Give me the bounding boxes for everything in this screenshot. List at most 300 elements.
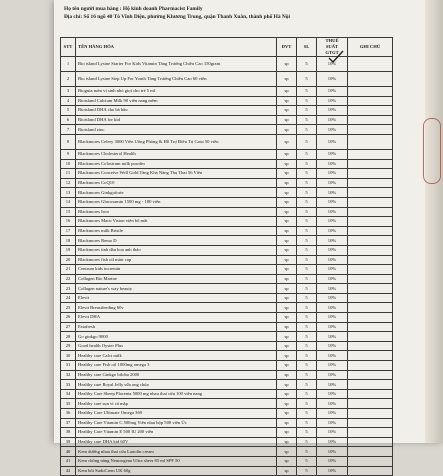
row-qty: 5 [297, 226, 317, 236]
table-row [61, 87, 393, 97]
table-body [61, 57, 393, 476]
row-unit: sp [277, 87, 297, 97]
row-note [348, 437, 393, 447]
row-name: Blackmores Iron [76, 207, 277, 217]
row-name: Bioisland DHA cho bà bầu [76, 106, 277, 116]
row-qty: 5 [297, 293, 317, 303]
row-name: Blackmores Glucosamin 1500 mg - 180 viên [76, 197, 277, 207]
table-row [61, 351, 393, 361]
row-name: Blackmores Cholesterol Health [76, 149, 277, 159]
row-name: Bio island Lysine Step Up For Youth Tăng Trưởng Chiều Cao 60 viên [76, 72, 277, 87]
row-name: Go ginkgo 9000 [76, 332, 277, 342]
row-vat: 10% [317, 207, 348, 217]
row-qty: 5 [297, 96, 317, 106]
invoice-header [64, 5, 424, 21]
row-stt: 18 [61, 236, 76, 246]
table-row [61, 361, 393, 371]
table-row [61, 236, 393, 246]
checkmark-icon [328, 50, 344, 64]
row-unit: sp [277, 96, 297, 106]
row-qty: 5 [297, 236, 317, 246]
row-unit: sp [277, 197, 297, 207]
row-name: Healthy care sụn vi cá mập [76, 399, 277, 409]
table-row [61, 149, 393, 159]
table-row [61, 380, 393, 390]
row-note [348, 274, 393, 284]
header-qty: SL [297, 38, 317, 57]
row-stt: 13 [61, 188, 76, 198]
row-stt: 2 [61, 72, 76, 87]
header-note: GHI CHÚ [348, 38, 393, 57]
row-stt: 20 [61, 255, 76, 265]
row-note [348, 106, 393, 116]
row-note [348, 456, 393, 466]
row-unit: sp [277, 361, 297, 371]
row-qty: 5 [297, 418, 317, 428]
header-name: TÊN HÀNG HÓA [76, 38, 277, 57]
row-note [348, 447, 393, 457]
row-qty: 5 [297, 255, 317, 265]
row-unit: sp [277, 236, 297, 246]
row-note [348, 332, 393, 342]
table-row [61, 188, 393, 198]
row-unit: sp [277, 284, 297, 294]
table-row [61, 389, 393, 399]
table-row [61, 322, 393, 332]
table-row [61, 428, 393, 438]
table-row [61, 399, 393, 409]
row-stt: 41 [61, 456, 76, 466]
row-stt: 6 [61, 115, 76, 125]
row-unit: sp [277, 245, 297, 255]
row-vat: 10% [317, 303, 348, 313]
row-note [348, 303, 393, 313]
row-vat: 10% [317, 159, 348, 169]
row-qty: 5 [297, 274, 317, 284]
row-note [348, 72, 393, 87]
row-note [348, 418, 393, 428]
row-note [348, 57, 393, 72]
row-qty: 5 [297, 87, 317, 97]
table-row [61, 418, 393, 428]
row-vat: 10% [317, 255, 348, 265]
row-name: Bio island Lysine Starter For Kids Vitamin Tăng Trưởng Chiều Cao 150gram [76, 57, 277, 72]
row-qty: 5 [297, 265, 317, 275]
row-unit: sp [277, 134, 297, 149]
row-vat: 10% [317, 447, 348, 457]
row-note [348, 313, 393, 323]
row-stt: 11 [61, 169, 76, 179]
row-stt: 19 [61, 245, 76, 255]
row-name: Healthy Care Sheep Placenta 5000 mg nhau thai cừu 100 viên nang [76, 389, 277, 399]
row-unit: sp [277, 169, 297, 179]
header-vat: THUẾ SUẤT GTGT [317, 38, 348, 57]
row-stt: 40 [61, 447, 76, 457]
row-name: Healthy Care Vitamin E 500 IU 200 viên [76, 428, 277, 438]
row-name: Blackmores Remo D [76, 236, 277, 246]
row-qty: 5 [297, 313, 317, 323]
row-unit: sp [277, 178, 297, 188]
row-vat: 10% [317, 370, 348, 380]
row-name: Blackmores Ginkgoforte [76, 188, 277, 198]
row-name: Good health Oyster Plus [76, 341, 277, 351]
table-row [61, 207, 393, 217]
table-row [61, 106, 393, 116]
row-stt: 38 [61, 428, 76, 438]
row-qty: 5 [297, 303, 317, 313]
row-vat: 10% [317, 188, 348, 198]
row-qty: 5 [297, 169, 317, 179]
row-vat: 10% [317, 293, 348, 303]
row-qty: 5 [297, 456, 317, 466]
row-unit: sp [277, 370, 297, 380]
row-note [348, 149, 393, 159]
row-vat: 10% [317, 456, 348, 466]
row-vat: 10% [317, 341, 348, 351]
row-unit: sp [277, 303, 297, 313]
row-note [348, 178, 393, 188]
row-unit: sp [277, 418, 297, 428]
row-unit: sp [277, 351, 297, 361]
header-stt: STT [61, 38, 76, 57]
row-vat: 10% [317, 217, 348, 227]
row-qty: 5 [297, 72, 317, 87]
row-note [348, 125, 393, 135]
product-table [60, 37, 393, 476]
row-unit: sp [277, 389, 297, 399]
row-note [348, 226, 393, 236]
table-row [61, 284, 393, 294]
table-row [61, 466, 393, 476]
row-vat: 10% [317, 87, 348, 97]
row-qty: 5 [297, 447, 317, 457]
row-stt: 34 [61, 389, 76, 399]
row-vat: 10% [317, 284, 348, 294]
row-name: Healthy care Royal Jelly sữa ong chúa [76, 380, 277, 390]
row-vat: 10% [317, 236, 348, 246]
row-qty: 5 [297, 159, 317, 169]
row-qty: 5 [297, 389, 317, 399]
row-vat: 10% [317, 313, 348, 323]
row-qty: 5 [297, 149, 317, 159]
row-vat: 10% [317, 437, 348, 447]
row-unit: sp [277, 313, 297, 323]
row-name: Elevit Breastfeeding 60v [76, 303, 277, 313]
row-stt: 7 [61, 125, 76, 135]
table-row [61, 125, 393, 135]
row-name: Healthy Care Ultimate Omega 369 [76, 409, 277, 419]
row-vat: 10% [317, 351, 348, 361]
row-qty: 5 [297, 245, 317, 255]
table-row [61, 332, 393, 342]
row-vat: 10% [317, 149, 348, 159]
table-row [61, 134, 393, 149]
row-stt: 25 [61, 303, 76, 313]
row-stt: 17 [61, 226, 76, 236]
row-stt: 39 [61, 437, 76, 447]
table-row [61, 447, 393, 457]
row-unit: sp [277, 322, 297, 332]
row-qty: 5 [297, 197, 317, 207]
table-row [61, 245, 393, 255]
table-row [61, 303, 393, 313]
row-unit: sp [277, 437, 297, 447]
row-stt: 3 [61, 87, 76, 97]
row-stt: 29 [61, 341, 76, 351]
row-vat: 10% [317, 380, 348, 390]
row-name: Blackmores CoQ10 [76, 178, 277, 188]
row-name: Blackmores Macu Vision viên bổ mắt [76, 217, 277, 227]
row-name: Fatafresh [76, 322, 277, 332]
row-vat: 10% [317, 226, 348, 236]
row-note [348, 428, 393, 438]
row-qty: 5 [297, 428, 317, 438]
table-row [61, 456, 393, 466]
row-vat: 10% [317, 197, 348, 207]
row-name: Blackmores Colostrum milk powder [76, 159, 277, 169]
table-row [61, 293, 393, 303]
row-stt: 33 [61, 380, 76, 390]
row-vat: 10% [317, 72, 348, 87]
row-qty: 5 [297, 284, 317, 294]
row-qty: 5 [297, 125, 317, 135]
row-name: Collagen nature's way beauty [76, 284, 277, 294]
row-vat: 10% [317, 332, 348, 342]
row-name: Bioisland zinc [76, 125, 277, 135]
address-line: Địa chỉ: Số 16 ngõ 40 Tô Vĩnh Diện, phường Khương Trung, quận Thanh Xuân, thành phố Hà Nội [64, 14, 291, 20]
row-name: Kem chống nắng Neutrogena Ultra sheer 85 ml SPF 50 [76, 456, 277, 466]
row-stt: 37 [61, 418, 76, 428]
buyer-name-line: Họ tên người mua hàng : Hộ kinh doanh Pharmacist Family [64, 6, 203, 12]
row-qty: 5 [297, 57, 317, 72]
row-note [348, 293, 393, 303]
row-vat: 10% [317, 115, 348, 125]
row-note [348, 389, 393, 399]
row-note [348, 169, 393, 179]
row-name: Centrum kids incremin [76, 265, 277, 275]
row-note [348, 370, 393, 380]
row-unit: sp [277, 466, 297, 476]
row-vat: 10% [317, 134, 348, 149]
row-vat: 10% [317, 409, 348, 419]
row-note [348, 322, 393, 332]
row-unit: sp [277, 399, 297, 409]
table-row [61, 341, 393, 351]
row-stt: 36 [61, 409, 76, 419]
row-name: Blackmores Celery 3000 Viên Uống Phòng & Hỗ Trợ Điều Trị Gout 50 viên [76, 134, 277, 149]
row-stt: 5 [61, 106, 76, 116]
row-name: Blackmores Conceive Well Gold Tăng Khả Năng Thụ Thai 56 Viên [76, 169, 277, 179]
row-vat: 10% [317, 265, 348, 275]
table-row [61, 226, 393, 236]
header-unit: ĐVT [277, 38, 297, 57]
table-row [61, 217, 393, 227]
red-stamp [423, 118, 441, 184]
row-qty: 5 [297, 409, 317, 419]
row-name: Kem dưỡng nhau thai cừu Lanolin cream [76, 447, 277, 457]
row-qty: 5 [297, 178, 317, 188]
row-stt: 14 [61, 197, 76, 207]
row-name: Elevit [76, 293, 277, 303]
row-stt: 24 [61, 293, 76, 303]
row-stt: 22 [61, 274, 76, 284]
table-row [61, 169, 393, 179]
row-stt: 8 [61, 134, 76, 149]
table-row [61, 255, 393, 265]
row-vat: 10% [317, 245, 348, 255]
row-vat: 10% [317, 361, 348, 371]
row-unit: sp [277, 188, 297, 198]
row-unit: sp [277, 428, 297, 438]
row-qty: 5 [297, 370, 317, 380]
row-name: Blackmores milk Bristle [76, 226, 277, 236]
row-unit: sp [277, 265, 297, 275]
row-name: Healthy Care Vitamin C 500mg Viên nhai hộp 500 viên Úc [76, 418, 277, 428]
row-note [348, 466, 393, 476]
invoice-paper [54, 0, 443, 473]
row-vat: 10% [317, 57, 348, 72]
row-qty: 5 [297, 437, 317, 447]
row-qty: 5 [297, 106, 317, 116]
row-vat: 10% [317, 274, 348, 284]
row-unit: sp [277, 226, 297, 236]
row-qty: 5 [297, 188, 317, 198]
row-unit: sp [277, 125, 297, 135]
row-qty: 5 [297, 466, 317, 476]
row-vat: 10% [317, 399, 348, 409]
row-note [348, 380, 393, 390]
row-name: Healthy care Calci milk [76, 351, 277, 361]
row-stt: 21 [61, 265, 76, 275]
row-note [348, 197, 393, 207]
row-name: Blackmores tinh dầu hoa anh thảo [76, 245, 277, 255]
row-qty: 5 [297, 207, 317, 217]
row-note [348, 265, 393, 275]
row-qty: 5 [297, 332, 317, 342]
table-row [61, 265, 393, 275]
table-row [61, 96, 393, 106]
row-name: Kem bôi SudoCrem UK 60g [76, 466, 277, 476]
table-row [61, 313, 393, 323]
row-qty: 5 [297, 361, 317, 371]
row-stt: 12 [61, 178, 76, 188]
row-vat: 10% [317, 389, 348, 399]
table-row [61, 159, 393, 169]
row-name: Collagen Bio Marine [76, 274, 277, 284]
row-unit: sp [277, 159, 297, 169]
row-qty: 5 [297, 351, 317, 361]
row-note [348, 255, 393, 265]
row-name: Blackmores fish oil mini cap [76, 255, 277, 265]
paper-edge [425, 0, 443, 443]
row-unit: sp [277, 115, 297, 125]
table-row [61, 370, 393, 380]
row-vat: 10% [317, 418, 348, 428]
row-stt: 15 [61, 207, 76, 217]
row-vat: 10% [317, 106, 348, 116]
row-unit: sp [277, 332, 297, 342]
row-name: Bioisland DHA for kid [76, 115, 277, 125]
row-qty: 5 [297, 134, 317, 149]
row-note [348, 236, 393, 246]
row-vat: 10% [317, 466, 348, 476]
row-vat: 10% [317, 96, 348, 106]
row-stt: 30 [61, 351, 76, 361]
row-name: Healthy care DHA kid 60V [76, 437, 277, 447]
row-stt: 9 [61, 149, 76, 159]
table-row [61, 115, 393, 125]
row-vat: 10% [317, 125, 348, 135]
row-vat: 10% [317, 428, 348, 438]
row-unit: sp [277, 409, 297, 419]
row-note [348, 341, 393, 351]
row-note [348, 409, 393, 419]
row-note [348, 96, 393, 106]
row-note [348, 245, 393, 255]
row-unit: sp [277, 456, 297, 466]
row-stt: 1 [61, 57, 76, 72]
table-row [61, 409, 393, 419]
row-stt: 31 [61, 361, 76, 371]
table-row [61, 72, 393, 87]
row-qty: 5 [297, 217, 317, 227]
row-unit: sp [277, 217, 297, 227]
row-stt: 35 [61, 399, 76, 409]
row-name: Healthy care Ginkgo biloba 2000 [76, 370, 277, 380]
row-stt: 16 [61, 217, 76, 227]
row-note [348, 284, 393, 294]
table-row [61, 437, 393, 447]
row-note [348, 351, 393, 361]
row-qty: 5 [297, 322, 317, 332]
row-note [348, 134, 393, 149]
row-name: Bioisland Calcium Milk 90 viên nang mềm [76, 96, 277, 106]
row-unit: sp [277, 149, 297, 159]
row-vat: 10% [317, 178, 348, 188]
row-note [348, 207, 393, 217]
table-row [61, 274, 393, 284]
row-stt: 26 [61, 313, 76, 323]
row-unit: sp [277, 207, 297, 217]
row-note [348, 217, 393, 227]
row-stt: 27 [61, 322, 76, 332]
row-unit: sp [277, 106, 297, 116]
row-unit: sp [277, 255, 297, 265]
row-unit: sp [277, 447, 297, 457]
row-note [348, 361, 393, 371]
row-name: Healthy care Fish oil 1000mg omega 3 [76, 361, 277, 371]
row-qty: 5 [297, 115, 317, 125]
row-stt: 10 [61, 159, 76, 169]
row-note [348, 399, 393, 409]
table-row [61, 197, 393, 207]
row-note [348, 159, 393, 169]
row-stt: 4 [61, 96, 76, 106]
row-unit: sp [277, 57, 297, 72]
row-qty: 5 [297, 399, 317, 409]
table-row [61, 178, 393, 188]
row-name: Elevit DHA [76, 313, 277, 323]
row-stt: 28 [61, 332, 76, 342]
row-note [348, 188, 393, 198]
row-unit: sp [277, 293, 297, 303]
row-unit: sp [277, 72, 297, 87]
row-stt: 42 [61, 466, 76, 476]
row-unit: sp [277, 274, 297, 284]
row-qty: 5 [297, 341, 317, 351]
row-note [348, 115, 393, 125]
row-stt: 32 [61, 370, 76, 380]
